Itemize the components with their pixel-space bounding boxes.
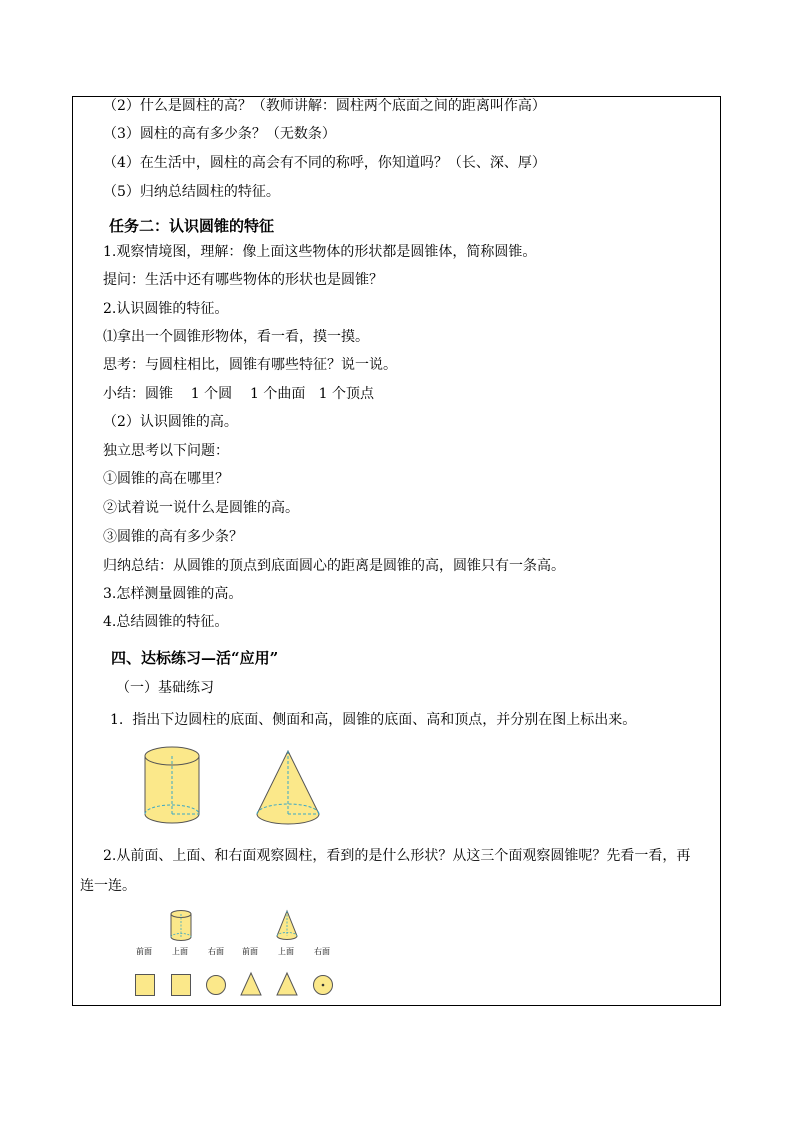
text-line: 独立思考以下问题：	[103, 443, 229, 459]
view-label: 右面	[314, 947, 330, 956]
text-line: （5）归纳总结圆柱的特征。	[103, 184, 280, 200]
triangle-shape	[240, 972, 262, 996]
text-line: 4.总结圆锥的特征。	[103, 614, 229, 630]
small-cone-figure	[276, 910, 298, 942]
text-line: ②试着说一说什么是圆锥的高。	[103, 500, 299, 516]
text-line: （2）什么是圆柱的高？（教师讲解：圆柱两个底面之间的距离叫作高）	[103, 98, 546, 114]
text-line: ①圆锥的高在哪里？	[103, 471, 229, 487]
view-label: 前面	[242, 947, 258, 956]
text-line: （3）圆柱的高有多少条？（无数条）	[103, 126, 336, 142]
view-label: 上面	[172, 947, 188, 956]
view-label: 上面	[278, 947, 294, 956]
question-2-line-1: 2.从前面、上面、和右面观察圆柱，看到的是什么形状？从这三个面观察圆锥呢？先看一看，再	[103, 848, 691, 864]
text-line: 3.怎样测量圆锥的高。	[103, 586, 243, 602]
text-line: 1.观察情境图，理解：像上面这些物体的形状都是圆锥体，简称圆锥。	[103, 244, 537, 260]
small-cylinder-figure	[170, 910, 192, 942]
text-line: （一）基础练习	[116, 680, 214, 696]
question-1: 1. 指出下边圆柱的底面、侧面和高，圆锥的底面、高和顶点，并分别在图上标出来。	[110, 712, 637, 728]
circle-with-dot-shape	[313, 975, 333, 995]
text-line: （4）在生活中，圆柱的高会有不同的称呼，你知道吗？（长、深、厚）	[103, 155, 546, 171]
square-shape	[171, 974, 191, 996]
triangle-shape	[276, 972, 298, 996]
cylinder-figure	[144, 746, 200, 826]
view-label: 右面	[208, 947, 224, 956]
text-line: ⑴拿出一个圆锥形物体，看一看，摸一摸。	[103, 329, 369, 345]
text-line: 思考：与圆柱相比，圆锥有哪些特征？说一说。	[103, 357, 397, 373]
cone-figure	[256, 750, 320, 828]
square-shape	[135, 974, 155, 996]
circle-shape	[206, 975, 226, 995]
text-line: ③圆锥的高有多少条？	[103, 529, 243, 545]
text-line: 提问：生活中还有哪些物体的形状也是圆锥？	[103, 272, 383, 288]
question-2-line-2: 连一连。	[80, 878, 136, 894]
view-label: 前面	[136, 947, 152, 956]
text-line: 归纳总结：从圆锥的顶点到底面圆心的距离是圆锥的高，圆锥只有一条高。	[103, 558, 565, 574]
section-heading: 四、达标练习—活“应用”	[111, 649, 279, 667]
text-line: 2.认识圆锥的特征。	[103, 301, 229, 317]
text-line: 小结：圆锥 1 个圆 1 个曲面 1 个顶点	[103, 386, 375, 402]
section-heading: 任务二：认识圆锥的特征	[109, 217, 275, 235]
text-line: （2）认识圆锥的高。	[103, 414, 238, 430]
